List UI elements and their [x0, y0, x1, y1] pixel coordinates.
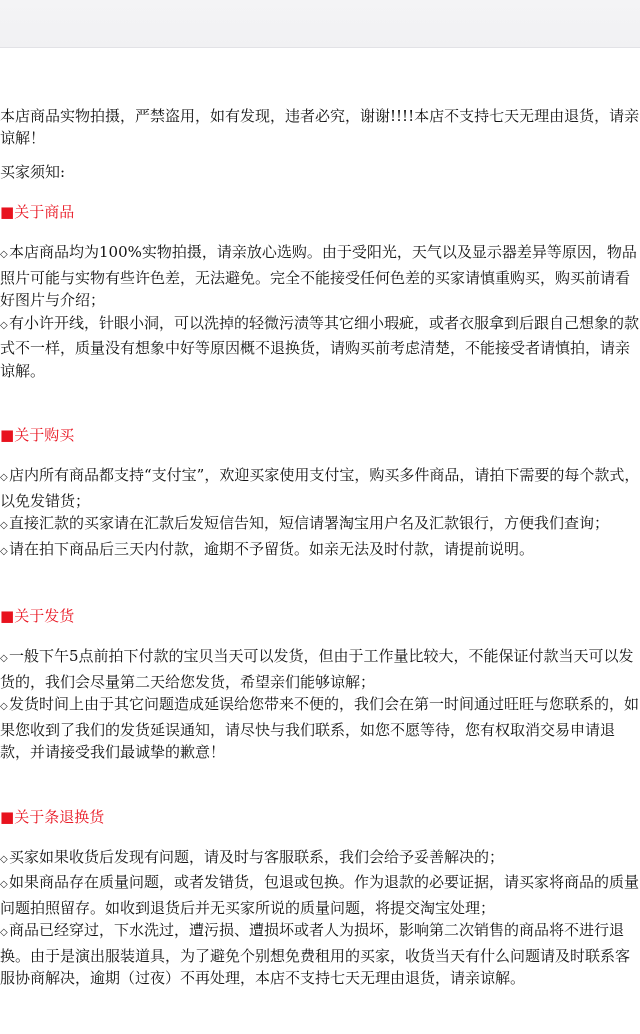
buyer-note-heading: 买家须知: [0, 163, 66, 181]
diamond-bullet-icon: ◇ [0, 853, 8, 865]
section-title: ■关于商品 [0, 203, 75, 221]
list-item: ◇店内所有商品都支持“支付宝”，欢迎买家使用支付宝，购买多件商品，请拍下需要的每个款式，以免发错货； [0, 466, 640, 510]
diamond-bullet-icon: ◇ [0, 653, 8, 664]
diamond-bullet-icon: ◇ [0, 249, 8, 260]
diamond-bullet-icon: ◇ [0, 701, 8, 712]
list-item: ◇有小许开线，针眼小洞，可以洗掉的轻微污渍等其它细小瑕疵，或者衣服拿到后跟自己想象的款式不一样，质量没有想象中好等原因概不退换货，请购买前考虑清楚，不能接受者请慎拍，请亲谅解。 [0, 313, 640, 380]
section-title: ■关于发货 [0, 607, 75, 625]
diamond-bullet-icon: ◇ [0, 319, 8, 331]
top-bar [0, 0, 640, 48]
diamond-bullet-icon: ◇ [0, 879, 8, 890]
section-title: ■关于购买 [0, 426, 75, 444]
list-item: ◇本店商品均为100%实物拍摄，请亲放心选购。由于受阳光，天气以及显示器差异等原因，物品照片可能与实物有些许色差，无法避免。完全不能接受任何色差的买家请慎重购买，购买前请看好图片与介绍； [0, 243, 637, 309]
diamond-bullet-icon: ◇ [0, 520, 8, 531]
list-item: ◇一般下午5点前拍下付款的宝贝当天可以发货，但由于工作量比较大，不能保证付款当天可以发货的，我们会尽量第二天给您发货，希望亲们能够谅解； [0, 647, 634, 691]
list-item: ◇买家如果收货后发现有问题，请及时与客服联系，我们会给予妥善解决的； [0, 846, 640, 872]
intro-text: 本店商品实物拍摄，严禁盗用，如有发现，违者必究，谢谢!!!!本店不支持七天无理由退货，请亲谅解！ [0, 107, 640, 147]
diamond-bullet-icon: ◇ [0, 927, 8, 938]
list-item: ◇请在拍下商品后三天内付款，逾期不予留货。如亲无法及时付款，请提前说明。 [0, 538, 640, 564]
diamond-bullet-icon: ◇ [0, 545, 8, 557]
list-item: ◇如果商品存在质量问题，或者发错货，包退或包换。作为退款的必要证据，请买家将商品的质量问题拍照留存。如收到退货后并无买家所说的质量问题，将提交淘宝处理； [0, 873, 640, 917]
policy-content [0, 105, 640, 1032]
list-item: ◇直接汇款的买家请在汇款后发短信告知，短信请署淘宝用户名及汇款银行，方便我们查询； [0, 512, 640, 538]
section-purchase [0, 424, 640, 563]
list-item: ◇商品已经穿过，下水洗过，遭污损、遭损坏或者人为损坏，影响第二次销售的商品将不进行退换。由于是演出服装道具，为了避免个别想免费租用的买家，收货当天有什么问题请及时联系客服协商解决，逾期（过夜）不再处理，本店不支持七天无理由退货，请亲谅解。 [0, 921, 631, 987]
square-mark-icon: ■ [0, 607, 15, 625]
section-returns [0, 806, 640, 990]
square-mark-icon: ■ [0, 203, 15, 221]
list-item: ◇发货时间上由于其它问题造成延误给您带来不便的，我们会在第一时间通过旺旺与您联系的，如果您收到了我们的发货延误通知，请尽快与我们联系，如您不愿等待，您有权取消交易申请退款，并请接受我们最诚挚的歉意！ [0, 695, 640, 761]
section-shipping [0, 605, 640, 764]
section-products [0, 201, 640, 382]
diamond-bullet-icon: ◇ [0, 472, 8, 483]
square-mark-icon: ■ [0, 807, 15, 826]
section-title: ■关于条退换货 [0, 807, 105, 826]
square-mark-icon: ■ [0, 426, 15, 444]
